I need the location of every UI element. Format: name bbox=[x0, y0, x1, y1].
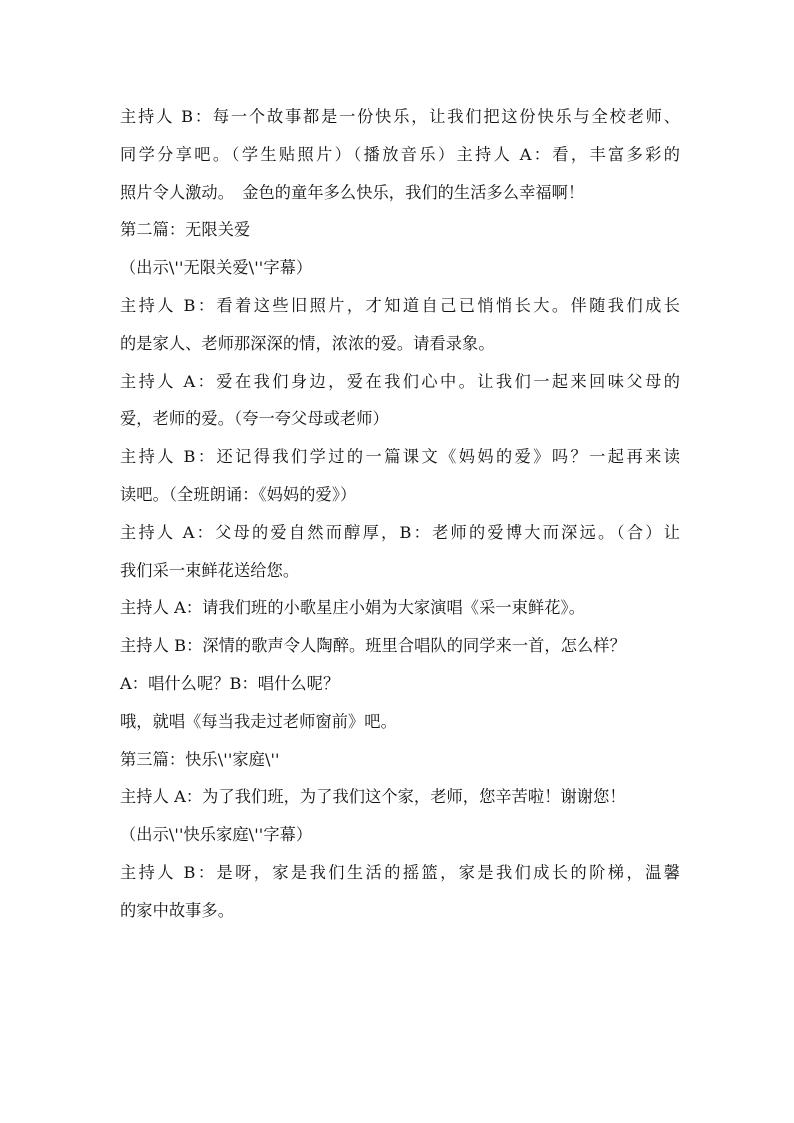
text-line: 主持人 A：爱在我们身边，爱在我们心中。让我们一起来回味父母的 bbox=[120, 371, 680, 391]
text-line: 我们采一束鲜花送给您。 bbox=[120, 560, 300, 580]
text-line: 主持人 A：父母的爱自然而醇厚，B：老师的爱博大而深远。（合）让 bbox=[120, 522, 680, 542]
text-line: 读吧。（全班朗诵：《妈妈的爱》） bbox=[120, 484, 357, 504]
text-line: （出示\''快乐家庭\''字幕） bbox=[120, 825, 313, 845]
text-line: 主持人 B：是呀，家是我们生活的摇篮，家是我们成长的阶梯，温馨 bbox=[120, 862, 680, 882]
text-line: 的是家人、老师那深深的情，浓浓的爱。请看录象。 bbox=[120, 333, 495, 353]
text-line: A：唱什么呢？B：唱什么呢？ bbox=[120, 673, 340, 693]
text-line: 同学分享吧。（学生贴照片）（播放音乐）主持人 A：看，丰富多彩的 bbox=[120, 144, 680, 164]
text-line: 哦，就唱《每当我走过老师窗前》吧。 bbox=[120, 711, 397, 731]
text-line: 主持人 B：看着这些旧照片，才知道自己已悄悄长大。伴随我们成长 bbox=[120, 295, 680, 315]
text-line: 主持人 B：深情的歌声令人陶醉。班里合唱队的同学来一首，怎么样？ bbox=[120, 636, 626, 656]
section-heading: 第三篇：快乐\''家庭\'' bbox=[120, 749, 280, 769]
text-line: 主持人 A：请我们班的小歌星庄小娟为大家演唱《采一束鲜花》。 bbox=[120, 598, 585, 618]
text-line: 爱，老师的爱。（夸一夸父母或老师） bbox=[120, 409, 389, 429]
text-line: 主持人 A：为了我们班，为了我们这个家，老师，您辛苦啦！谢谢您！ bbox=[120, 787, 626, 807]
text-line: 主持人 B：还记得我们学过的一篇课文《妈妈的爱》吗？一起再来读 bbox=[120, 447, 680, 467]
text-line: 主持人 B：每一个故事都是一份快乐，让我们把这份快乐与全校老师、 bbox=[120, 107, 680, 126]
text-line: （出示\''无限关爱\''字幕） bbox=[120, 258, 313, 278]
document-body bbox=[120, 98, 680, 930]
text-line: 照片令人激动。 金色的童年多么快乐，我们的生活多么幸福啊！ bbox=[120, 182, 585, 202]
text-line: 的家中故事多。 bbox=[120, 900, 235, 920]
section-heading: 第二篇：无限关爱 bbox=[120, 220, 251, 240]
